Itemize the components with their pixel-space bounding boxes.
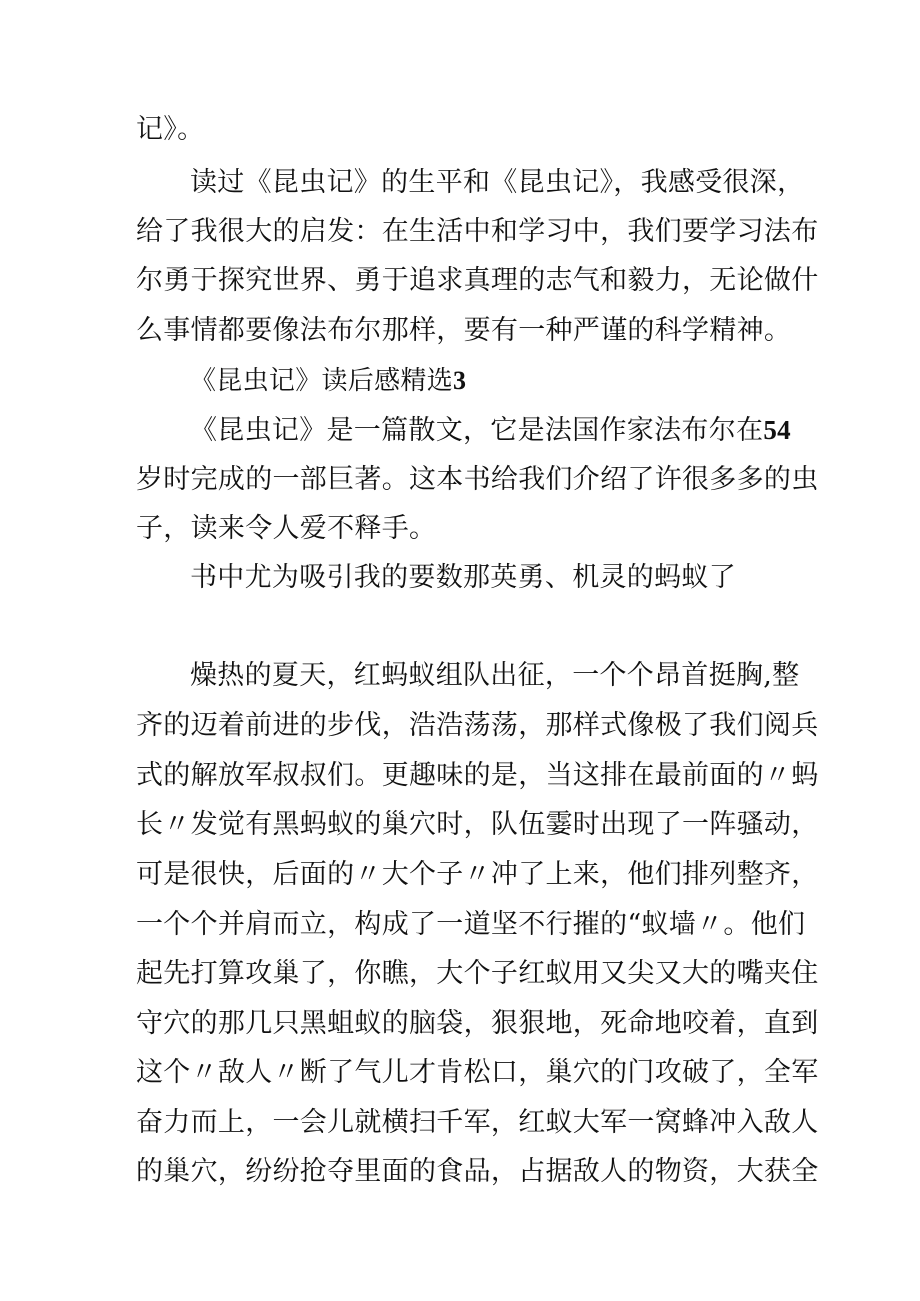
- text-line-18: 守穴的那几只黑蛆蚁的脑袋，狠狠地，死命地咬着，直到: [136, 1008, 819, 1039]
- age-number: 54: [763, 415, 791, 445]
- text-line-7-part-1: 《昆虫记》是一篇散文，它是法国作家法布尔在: [190, 415, 764, 446]
- text-line-8: 岁时完成的一部巨著。这本书给我们介绍了许很多多的虫: [136, 464, 819, 495]
- text-line-12: 齐的迈着前进的步伐，浩浩荡荡，那样式像极了我们阅兵: [136, 710, 819, 741]
- text-line-1: 记》。: [136, 114, 205, 145]
- text-line-11: 燥热的夏天，红蚂蚁组队出征，一个个昂首挺胸,整: [190, 660, 800, 691]
- text-line-20: 奋力而上，一会儿就横扫千军，红蚁大军一窝蜂冲入敌人: [136, 1107, 819, 1138]
- text-line-19: 这个〃敌人〃断了气儿才肯松口，巢穴的门攻破了，全军: [136, 1057, 819, 1088]
- text-line-5: 么事情都要像法布尔那样，要有一种严谨的科学精神。: [136, 315, 792, 346]
- text-line-17: 起先打算攻巢了，你瞧，大个子红蚁用又尖又大的嘴夹住: [136, 958, 819, 989]
- text-line-9: 子，读来令人爱不释手。: [136, 513, 437, 544]
- text-line-21: 的巢穴，纷纷抢夺里面的食品，占据敌人的物资，大获全: [136, 1156, 819, 1187]
- section-title: [190, 356, 466, 407]
- text-line-15: 可是很快，后面的〃大个子〃冲了上来，他们排列整齐，: [136, 859, 819, 890]
- section-number: 3: [453, 366, 467, 395]
- text-line-3: 给了我很大的启发：在生活中和学习中，我们要学习法布: [136, 216, 819, 247]
- text-line-7: [190, 406, 791, 456]
- text-line-4: 尔勇于探究世界、勇于追求真理的志气和毅力，无论做什: [136, 265, 819, 296]
- text-line-10: 书中尤为吸引我的要数那英勇、机灵的蚂蚁了: [190, 562, 736, 593]
- section-title-text: 《昆虫记》读后感精选: [190, 366, 454, 396]
- text-line-14: 长〃发觉有黑蚂蚁的巢穴时，队伍霎时出现了一阵骚动，: [136, 809, 819, 840]
- text-line-16: 一个个并肩而立，构成了一道坚不行摧的“蚁墙〃。他们: [136, 909, 806, 940]
- text-line-2: 读过《昆虫记》的生平和《昆虫记》，我感受很深，: [190, 167, 805, 198]
- text-line-13: 式的解放军叔叔们。更趣味的是，当这排在最前面的〃蚂: [136, 760, 819, 791]
